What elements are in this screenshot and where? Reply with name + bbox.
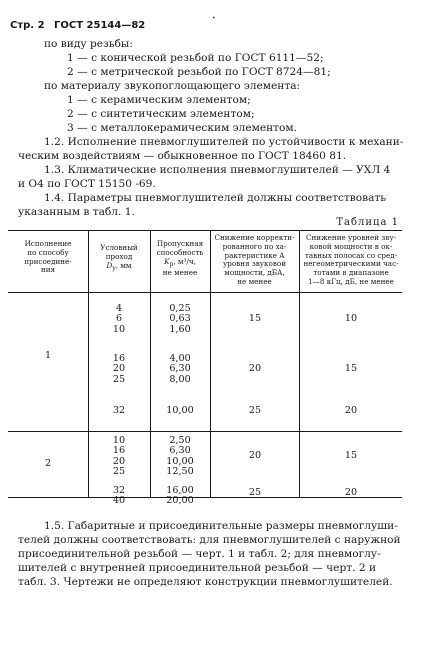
- nominal-bore-cell: [90, 486, 148, 507]
- level-a-value: 25: [248, 487, 262, 498]
- capacity-symbol-sub: р: [169, 260, 174, 268]
- header-level-a-line: мощности, дБА,: [224, 268, 285, 278]
- bore-unit: , мм: [115, 260, 132, 270]
- table-rule-top: [8, 230, 402, 231]
- scan-dot-mark: •: [212, 15, 216, 22]
- octave-value: 10: [344, 313, 358, 324]
- capacity-value: 6,30: [169, 445, 191, 457]
- header-execution-line: Исполнение: [24, 239, 72, 248]
- level-a-value: 20: [248, 363, 262, 374]
- capacity-value: 6,30: [169, 363, 191, 375]
- nominal-bore-cell: [90, 304, 148, 335]
- bore-value: 4: [115, 303, 123, 314]
- material-item-2: 2 — с синтетическим элементом;: [67, 108, 255, 120]
- header-execution-line: по способу: [27, 247, 69, 257]
- header-level-a-line: рованного по ха-: [222, 241, 287, 251]
- capacity-value: 12,50: [166, 466, 194, 478]
- table-rule-group: [8, 431, 402, 432]
- level-a-value: 20: [248, 450, 262, 461]
- header-capacity-line: не менее: [162, 268, 198, 278]
- paragraph-1-5-line-2: телей должны соответствовать: для пневмоглушителей с наружной: [18, 534, 401, 546]
- standard-code: ГОСТ 25144—82: [54, 20, 146, 31]
- header-octave-line: тавных полосах со сред-: [304, 250, 398, 260]
- thread-item-2: 2 — с метрической резьбой по ГОСТ 8724—81;: [67, 66, 331, 78]
- paragraph-1-4-line-2: указанным в табл. 1.: [18, 206, 135, 218]
- page-header: [10, 20, 151, 31]
- header-capacity-line: способность: [156, 247, 204, 257]
- header-level-a-line: не менее: [237, 276, 272, 286]
- paragraph-1-2-line-2: ческим воздействиям — обыкновенное по ГОСТ 18460 81.: [18, 150, 347, 162]
- level-a-value: 15: [248, 313, 262, 324]
- capacity-value: 8,00: [169, 373, 191, 385]
- bore-value: 10: [112, 323, 126, 335]
- header-capacity-line: Пропускная: [156, 239, 204, 248]
- capacity-value: 0,25: [169, 303, 191, 314]
- paragraph-1-3-line-2: и О4 по ГОСТ 15150 -69.: [18, 178, 156, 190]
- capacity-value: 2,50: [169, 435, 191, 446]
- paragraph-1-5-line-3: присоединительной резьбой — черт. 1 и табл. 2; для пневмоглу-: [18, 548, 381, 560]
- capacity-value: 0,63: [169, 313, 191, 325]
- bore-value: 10: [112, 435, 126, 446]
- capacity-value: 4,00: [169, 353, 191, 364]
- parameters-table: [8, 230, 402, 507]
- header-capacity: [152, 240, 208, 278]
- header-octave-line: ковой мощности в ок-: [309, 241, 393, 251]
- header-bore-line: Условный: [100, 243, 138, 252]
- execution-value: 1: [44, 350, 52, 361]
- octave-value: 20: [344, 405, 358, 416]
- nominal-bore-cell: [90, 436, 148, 478]
- bore-value: 6: [115, 313, 123, 325]
- bore-symbol-letter: D: [106, 260, 113, 270]
- table-col-divider-1: [88, 230, 89, 498]
- header-level-reduction-a: [212, 234, 297, 287]
- level-a-value: 25: [248, 405, 262, 416]
- bore-value: 32: [112, 405, 126, 416]
- header-level-a-line: Снижение корректи-: [214, 233, 295, 242]
- header-level-a-line: рактеристике A: [224, 250, 285, 260]
- table-col-divider-2: [150, 230, 151, 498]
- capacity-unit: , м³/ч,: [173, 256, 196, 266]
- header-execution-line: ния: [40, 265, 56, 275]
- paragraph-1-5-line-1: 1.5. Габаритные и присоединительные размеры пневмоглуши-: [44, 520, 398, 532]
- material-item-1: 1 — с керамическим элементом;: [67, 94, 251, 106]
- table-caption: Таблица 1: [336, 217, 399, 228]
- header-bore-symbol: [106, 262, 131, 274]
- bore-value: 20: [112, 455, 126, 467]
- paragraph-1-5-line-4: шителей с внутренней присоединительной резьбой — черт. 2 и: [18, 562, 376, 574]
- header-execution-line: присоедине-: [24, 256, 72, 266]
- capacity-cell: [152, 304, 208, 335]
- thread-item-1: 1 — с конической резьбой по ГОСТ 6111—52;: [67, 52, 324, 64]
- octave-value: 15: [344, 450, 358, 461]
- header-nominal-bore: [90, 244, 148, 273]
- header-octave-line: тотами в диапазоне: [313, 268, 389, 278]
- table-rule-header: [8, 292, 402, 293]
- capacity-value: 10,00: [166, 405, 194, 416]
- octave-value: 20: [344, 487, 358, 498]
- material-type-heading: по материалу звукопоглощающего элемента:: [44, 80, 301, 92]
- header-bore-line: проход: [105, 251, 133, 261]
- page-number: Стр. 2: [10, 20, 45, 31]
- capacity-value: 1,60: [169, 323, 191, 335]
- header-octave-line: 1—8 кГц, дБ, не менее: [308, 276, 394, 286]
- paragraph-1-2-line-1: 1.2. Исполнение пневмоглушителей по устойчивости к механи-: [44, 136, 404, 148]
- header-octave-line: негеометрическими час-: [303, 259, 399, 269]
- capacity-cell: [152, 486, 208, 507]
- bore-value: 20: [112, 363, 126, 375]
- capacity-value: 16,00: [166, 485, 194, 496]
- header-octave-line: Снижение уровней зву-: [305, 233, 396, 242]
- paragraph-1-3-line-1: 1.3. Климатические исполнения пневмоглушителей — УХЛ 4: [44, 164, 391, 176]
- header-octave-reduction: [301, 234, 401, 287]
- capacity-symbol-letter: K: [164, 256, 170, 266]
- capacity-cell: [152, 354, 208, 385]
- thread-type-heading: по виду резьбы:: [44, 38, 133, 50]
- bore-value: 16: [112, 445, 126, 457]
- capacity-value: 20,00: [166, 495, 194, 507]
- header-execution: [10, 240, 86, 275]
- bore-value: 40: [112, 495, 126, 507]
- bore-value: 32: [112, 485, 126, 496]
- capacity-value: 10,00: [166, 455, 194, 467]
- material-item-3: 3 — с металлокерамическим элементом.: [67, 122, 298, 134]
- bore-value: 25: [112, 466, 126, 478]
- header-level-a-line: уровня звуковой: [223, 259, 286, 269]
- execution-value: 2: [44, 458, 52, 469]
- nominal-bore-cell: [90, 354, 148, 385]
- bore-value: 16: [112, 353, 126, 364]
- bore-symbol-sub: у: [112, 264, 116, 272]
- octave-value: 15: [344, 363, 358, 374]
- paragraph-1-4-line-1: 1.4. Параметры пневмоглушителей должны соответствовать: [44, 192, 387, 204]
- bore-value: 25: [112, 373, 126, 385]
- capacity-cell: [152, 436, 208, 478]
- paragraph-1-5-line-5: табл. 3. Чертежи не определяют конструкции пневмоглушителей.: [18, 576, 393, 588]
